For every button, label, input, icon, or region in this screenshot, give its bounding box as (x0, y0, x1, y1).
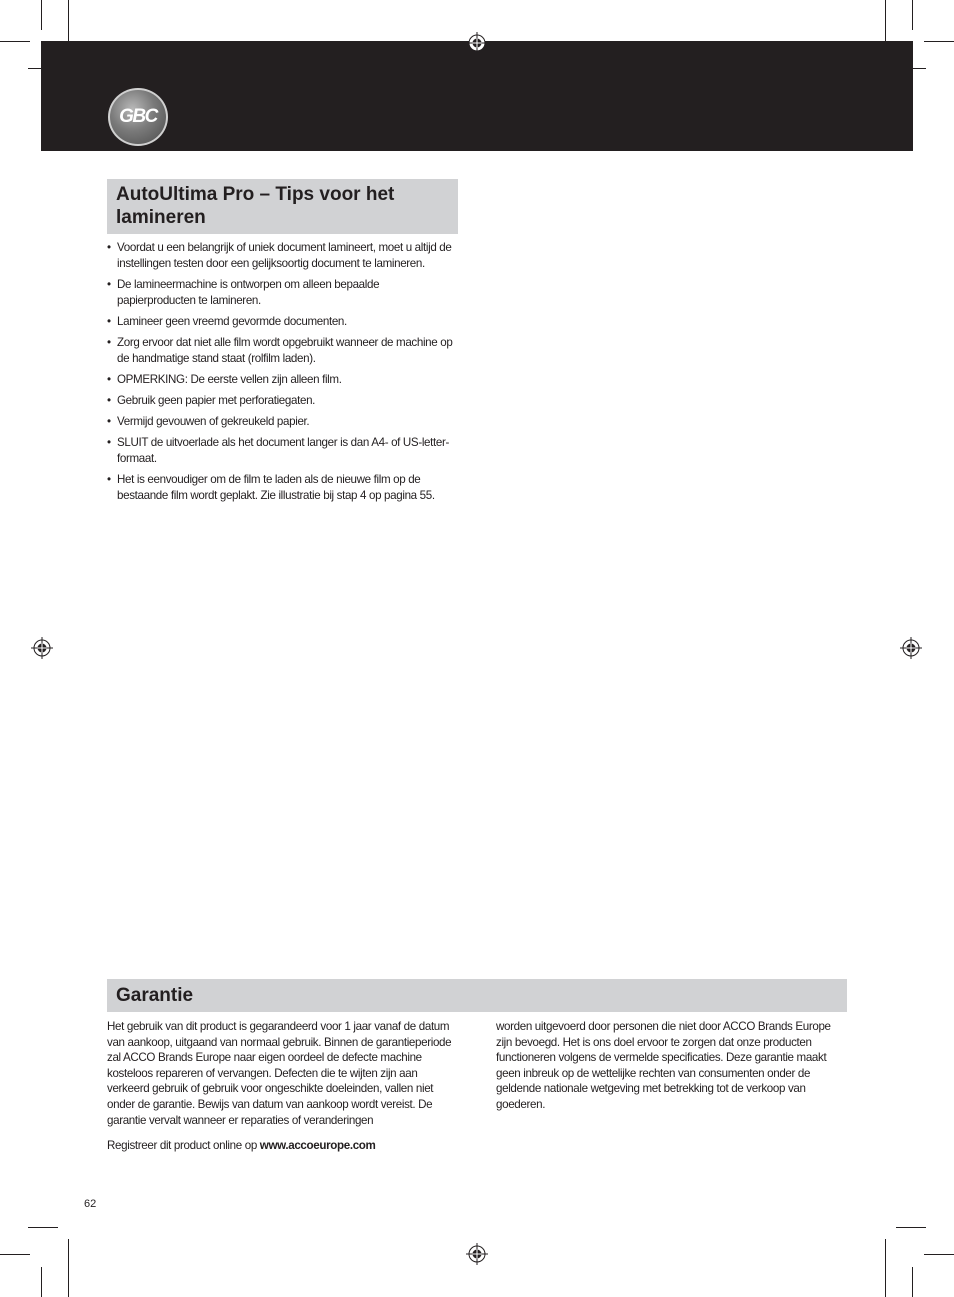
tips-list (107, 240, 459, 509)
list-item (107, 372, 459, 388)
bullet-icon: • (107, 394, 111, 407)
list-item (107, 393, 459, 409)
registration-mark-icon (466, 32, 488, 54)
list-item (107, 414, 459, 430)
bullet-icon: • (107, 241, 111, 254)
register-line (107, 1138, 507, 1153)
tip-text: Zorg ervoor dat niet alle film wordt opgebruikt wanneer de machine op de handmatige stand staat (rolfilm laden). (117, 336, 453, 365)
header-band (41, 41, 913, 151)
warranty-heading: Garantie (107, 979, 847, 1012)
tip-text: OPMERKING: De eerste vellen zijn alleen film. (117, 373, 342, 386)
bullet-icon: • (107, 436, 111, 449)
tip-text: SLUIT de uitvoerlade als het document langer is dan A4- of US-letter-formaat. (117, 436, 450, 465)
list-item (107, 435, 459, 467)
gbc-logo (108, 88, 168, 146)
list-item (107, 277, 459, 309)
warranty-text-right: worden uitgevoerd door personen die niet door ACCO Brands Europe zijn bevoegd. Het is ons doel ervoor te zorgen dat onze producten functioneren volgens de vermelde specificaties. Deze garantie maakt geen inbreuk op de wettelijke rechten van consumenten onder de geldende nationale wetgeving met betrekking tot de verkoop van goederen. (496, 1020, 831, 1111)
registration-mark-icon (466, 1243, 488, 1265)
list-item (107, 240, 459, 272)
tips-heading: AutoUltima Pro – Tips voor het lamineren (107, 179, 458, 234)
bullet-icon: • (107, 373, 111, 386)
register-link[interactable]: www.accoeurope.com (259, 1139, 376, 1152)
tip-text: Vermijd gevouwen of gekreukeld papier. (117, 415, 310, 428)
page-number: 62 (84, 1198, 97, 1210)
logo-text: GBC (119, 106, 157, 127)
tip-text: De lamineermachine is ontworpen om alleen bepaalde papierproducten te lamineren. (117, 278, 380, 307)
bullet-icon: • (107, 473, 111, 486)
registration-mark-icon (31, 637, 53, 659)
bullet-icon: • (107, 315, 111, 328)
bullet-icon: • (107, 415, 111, 428)
register-prefix: Registreer dit product online op (107, 1139, 260, 1152)
list-item (107, 314, 459, 330)
tip-text: Het is eenvoudiger om de film te laden als de nieuwe film op de bestaande film wordt geplakt. Zie illustratie bij stap 4 op pagina 55. (117, 473, 435, 502)
list-item (107, 472, 459, 504)
list-item (107, 335, 459, 367)
tip-text: Gebruik geen papier met perforatiegaten. (117, 394, 316, 407)
bullet-icon: • (107, 278, 111, 291)
registration-mark-icon (900, 637, 922, 659)
tip-text: Voordat u een belangrijk of uniek document lamineert, moet u altijd de instellingen testen door een gelijksoortig document te lamineren. (117, 241, 452, 270)
tip-text: Lamineer geen vreemd gevormde documenten. (117, 315, 347, 328)
warranty-text-left: Het gebruik van dit product is gegarandeerd voor 1 jaar vanaf de datum van aankoop, uitgaand van normaal gebruik. Binnen de garantieperiode zal ACCO Brands Europe naar eigen oordeel de defecte machine kosteloos repareren of vervangen. Defecten die te wijten zijn aan verkeerd gebruik of gebruik voor ongeschikte doeleinden, vallen niet onder de garantie. Bewijs van datum van aankoop wordt vereist. De garantie vervalt wanneer er reparaties of veranderingen (107, 1020, 452, 1127)
bullet-icon: • (107, 336, 111, 349)
